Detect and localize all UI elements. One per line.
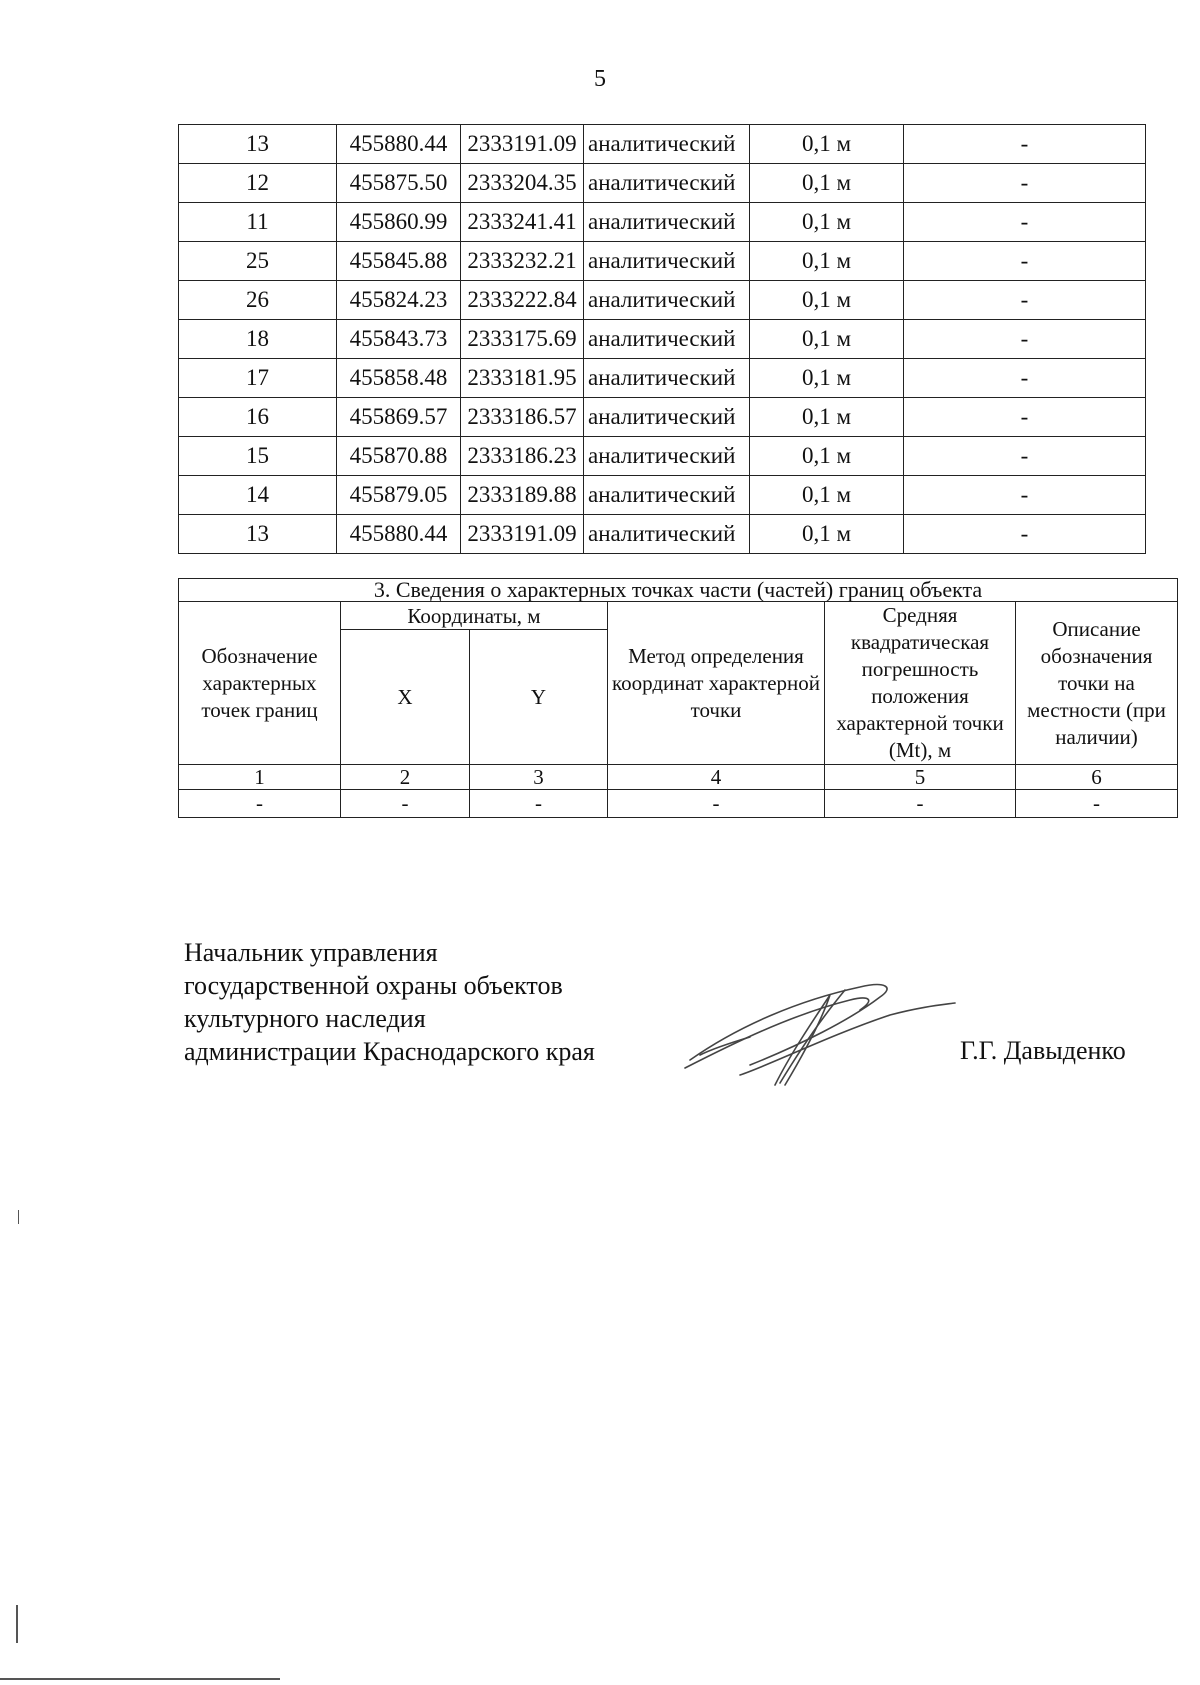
- table-row: [179, 281, 1146, 320]
- error-cell: 0,1 м: [750, 476, 904, 515]
- point-cell: 11: [179, 203, 337, 242]
- point-cell: 13: [179, 515, 337, 554]
- error-cell: 0,1 м: [750, 164, 904, 203]
- y-cell: 2333232.21: [461, 242, 584, 281]
- description-cell: -: [904, 203, 1146, 242]
- description-cell: -: [904, 359, 1146, 398]
- col-number: 1: [179, 765, 341, 790]
- empty-cell: -: [1016, 790, 1178, 818]
- parts-coordinates-table: [178, 578, 1178, 818]
- position-line: государственной охраны объектов: [184, 971, 563, 1000]
- method-cell: аналитический: [584, 164, 750, 203]
- x-cell: 455880.44: [337, 515, 461, 554]
- error-cell: 0,1 м: [750, 398, 904, 437]
- y-cell: 2333175.69: [461, 320, 584, 359]
- coordinates-table: [178, 124, 1146, 554]
- empty-cell: -: [608, 790, 825, 818]
- table-row: [179, 359, 1146, 398]
- table-row: [179, 476, 1146, 515]
- col-error-header: Средняя квадратическая погрешность положения характерной точки (Mt), м: [825, 602, 1016, 765]
- y-cell: 2333204.35: [461, 164, 584, 203]
- y-cell: 2333222.84: [461, 281, 584, 320]
- description-cell: -: [904, 437, 1146, 476]
- y-cell: 2333186.57: [461, 398, 584, 437]
- method-cell: аналитический: [584, 398, 750, 437]
- description-cell: -: [904, 320, 1146, 359]
- y-cell: 2333189.88: [461, 476, 584, 515]
- point-cell: 18: [179, 320, 337, 359]
- scan-artifact: [16, 1605, 18, 1643]
- error-cell: 0,1 м: [750, 437, 904, 476]
- col-description-header: Описание обозначения точки на местности (при наличии): [1016, 602, 1178, 765]
- col-x-header: X: [341, 630, 470, 765]
- table-row: [179, 398, 1146, 437]
- point-cell: 13: [179, 125, 337, 164]
- section-title: 3. Сведения о характерных точках части (частей) границ объекта: [179, 579, 1178, 602]
- description-cell: -: [904, 242, 1146, 281]
- col-number: 6: [1016, 765, 1178, 790]
- point-cell: 26: [179, 281, 337, 320]
- col-number: 5: [825, 765, 1016, 790]
- table-row: [179, 515, 1146, 554]
- point-cell: 12: [179, 164, 337, 203]
- empty-cell: -: [179, 790, 341, 818]
- x-cell: 455860.99: [337, 203, 461, 242]
- error-cell: 0,1 м: [750, 125, 904, 164]
- table-row: [179, 320, 1146, 359]
- method-cell: аналитический: [584, 437, 750, 476]
- method-cell: аналитический: [584, 320, 750, 359]
- signatory-position: [184, 936, 595, 1068]
- x-cell: 455880.44: [337, 125, 461, 164]
- x-cell: 455879.05: [337, 476, 461, 515]
- signatory-name: Г.Г. Давыденко: [960, 1036, 1126, 1065]
- table-row: [179, 164, 1146, 203]
- x-cell: 455875.50: [337, 164, 461, 203]
- col-method-header: Метод определения координат характерной точки: [608, 602, 825, 765]
- table-row: [179, 437, 1146, 476]
- page-number: 5: [594, 66, 606, 92]
- error-cell: 0,1 м: [750, 281, 904, 320]
- handwritten-signature: [680, 965, 960, 1105]
- description-cell: -: [904, 164, 1146, 203]
- method-cell: аналитический: [584, 515, 750, 554]
- scan-artifact: [0, 1678, 280, 1680]
- empty-cell: -: [470, 790, 608, 818]
- point-cell: 25: [179, 242, 337, 281]
- col-number: 2: [341, 765, 470, 790]
- method-cell: аналитический: [584, 203, 750, 242]
- point-cell: 14: [179, 476, 337, 515]
- col-number: 4: [608, 765, 825, 790]
- method-cell: аналитический: [584, 125, 750, 164]
- description-cell: -: [904, 281, 1146, 320]
- point-cell: 17: [179, 359, 337, 398]
- position-line: администрации Краснодарского края: [184, 1037, 595, 1066]
- method-cell: аналитический: [584, 242, 750, 281]
- empty-cell: -: [825, 790, 1016, 818]
- error-cell: 0,1 м: [750, 359, 904, 398]
- method-cell: аналитический: [584, 359, 750, 398]
- error-cell: 0,1 м: [750, 320, 904, 359]
- error-cell: 0,1 м: [750, 242, 904, 281]
- point-cell: 16: [179, 398, 337, 437]
- y-cell: 2333241.41: [461, 203, 584, 242]
- empty-cell: -: [341, 790, 470, 818]
- col-number: 3: [470, 765, 608, 790]
- y-cell: 2333191.09: [461, 515, 584, 554]
- table-row: [179, 242, 1146, 281]
- x-cell: 455824.23: [337, 281, 461, 320]
- x-cell: 455845.88: [337, 242, 461, 281]
- y-cell: 2333181.95: [461, 359, 584, 398]
- error-cell: 0,1 м: [750, 515, 904, 554]
- col-point-header: Обозначение характерных точек границ: [179, 602, 341, 765]
- method-cell: аналитический: [584, 281, 750, 320]
- y-cell: 2333186.23: [461, 437, 584, 476]
- x-cell: 455843.73: [337, 320, 461, 359]
- method-cell: аналитический: [584, 476, 750, 515]
- col-coords-header: Координаты, м: [341, 602, 608, 630]
- scan-artifact: [18, 1210, 19, 1224]
- description-cell: -: [904, 398, 1146, 437]
- error-cell: 0,1 м: [750, 203, 904, 242]
- table-row: [179, 203, 1146, 242]
- x-cell: 455869.57: [337, 398, 461, 437]
- y-cell: 2333191.09: [461, 125, 584, 164]
- x-cell: 455858.48: [337, 359, 461, 398]
- description-cell: -: [904, 125, 1146, 164]
- position-line: Начальник управления: [184, 938, 438, 967]
- point-cell: 15: [179, 437, 337, 476]
- x-cell: 455870.88: [337, 437, 461, 476]
- col-y-header: Y: [470, 630, 608, 765]
- description-cell: -: [904, 476, 1146, 515]
- position-line: культурного наследия: [184, 1004, 426, 1033]
- table-row: [179, 125, 1146, 164]
- description-cell: -: [904, 515, 1146, 554]
